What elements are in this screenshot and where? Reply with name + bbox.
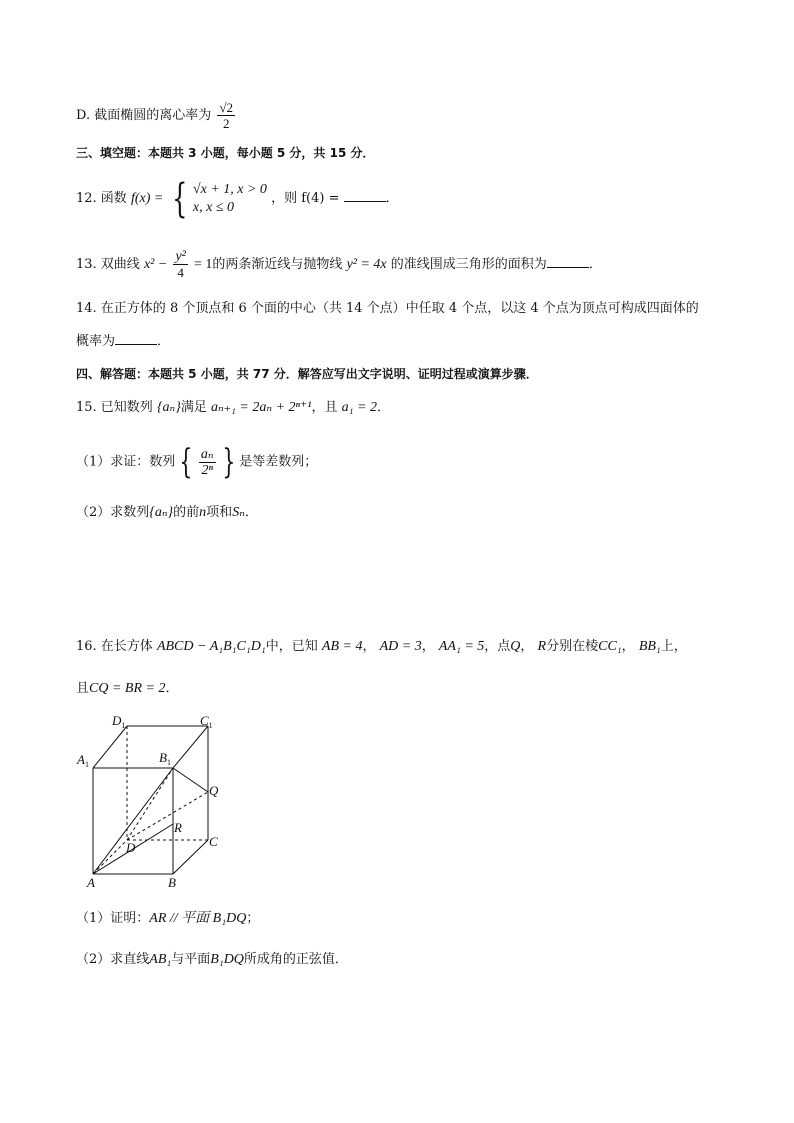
q16-l1c: ，点 (484, 639, 511, 654)
q13-mid: 的两条渐近线与抛物线 (212, 257, 343, 272)
q16-p1-math: AR // 平面 B₁DQ (149, 911, 247, 926)
q13-answer-blank[interactable] (547, 253, 589, 268)
q16-p2-mid: 与平面 (171, 952, 211, 967)
q11-option-d (76, 100, 237, 131)
q16-cuboid-figure (72, 712, 232, 897)
q16-ab: AB = 4 (321, 639, 363, 654)
q16-l1e: 上， (660, 639, 687, 654)
q16-l1a: 16. 在长方体 (76, 639, 153, 654)
q12-brace: { (172, 175, 188, 222)
q15-p2-s: Sₙ (232, 505, 245, 520)
q13-hyp-b: = 1 (194, 257, 213, 272)
q15-p1-num: aₙ (200, 446, 214, 462)
q16-l2a: 且 (76, 681, 90, 696)
q16-line1: 16. 在长方体 ABCD − A₁B₁C₁D₁中，已知 AB = 4， AD = 3， AA₁ = 5，点Q， R分别在棱CC₁， BB₁上， (76, 639, 687, 654)
q16-l1b: 中，已知 (265, 639, 318, 654)
q15-p2-end: ． (244, 505, 258, 520)
q15-initial: a₁ = 2 (341, 400, 377, 415)
q13-tail: 的准线围成三角形的面积为 (390, 257, 547, 272)
q16-line2 (76, 679, 178, 699)
q12-number: 12. 函数 (76, 191, 127, 206)
q16-p2-text: （2）求直线 (76, 952, 150, 967)
q15-end: ． (376, 400, 390, 415)
label-Q: Q (209, 783, 219, 798)
q15-p1-rbrace: } (221, 442, 235, 482)
section-4-heading: 四、解答题：本题共 5 小题，共 77 分．解答应写出文字说明、证明过程或演算步骤． (76, 367, 538, 381)
q15-part2 (76, 503, 258, 523)
q15-recurrence: aₙ₊₁ = 2aₙ + 2ⁿ⁺¹ (210, 400, 312, 415)
q16-ad: AD = 3 (379, 639, 422, 654)
q15-mid2: ，且 (311, 400, 338, 415)
q15-seq: {aₙ} (156, 400, 181, 415)
q15-p2-tail: 项和 (206, 505, 233, 520)
q12-tail: ，则 f(4) = (271, 191, 340, 206)
q16-aa1: AA₁ = 5 (438, 639, 485, 654)
q12-fx: f(x) = (130, 191, 164, 206)
q16-p2-tail: 所成角的正弦值． (243, 952, 348, 967)
q15-number: 15. 已知数列 (76, 400, 153, 415)
q12-case2: x, x ≤ 0 (192, 199, 235, 215)
q13-number: 13. 双曲线 (76, 257, 140, 272)
q16-box: ABCD − A₁B₁C₁D₁ (156, 639, 266, 654)
label-C1: $C_1$ (200, 713, 213, 730)
q12 (76, 174, 399, 224)
q13 (76, 246, 602, 284)
q13-parabola: y² = 4x (346, 257, 387, 272)
q14-end: ． (157, 334, 171, 349)
q13-hyp-num: y² (175, 249, 186, 264)
q14-answer-blank[interactable] (115, 330, 157, 345)
label-D1: $D_1$ (112, 713, 126, 730)
q12-end: ． (385, 191, 399, 206)
q16-part2 (76, 950, 348, 970)
q14-line1: 14. 在正方体的 8 个顶点和 6 个面的中心（共 14 个点）中任取 4 个点，以这 4 个点为顶点可构成四面体的 (76, 301, 699, 316)
label-B: B (168, 875, 176, 890)
q13-hyp-frac (173, 249, 187, 280)
q15-p1-text: （1）求证：数列 (76, 454, 176, 470)
q12-answer-blank[interactable] (344, 187, 386, 202)
section-3-heading: 三、填空题：本题共 3 小题，每小题 5 分，共 15 分． (76, 146, 375, 160)
q12-cases (193, 181, 267, 217)
q15-p1-lbrace: { (179, 442, 193, 482)
q16-l1d: 分别在棱 (546, 639, 599, 654)
q12-case1: √x + 1, x > 0 (192, 181, 267, 197)
q16-bb1: BB₁ (638, 639, 661, 654)
label-C: C (209, 834, 218, 849)
q16-part1 (76, 909, 259, 929)
q16-p2-m2: B₁DQ (210, 952, 244, 967)
q16-r: R (537, 639, 547, 654)
q11d-fraction (217, 100, 235, 131)
q15-p1-tail: 是等差数列； (239, 454, 318, 470)
label-R: R (174, 820, 182, 835)
label-A1: $A_1$ (77, 752, 89, 769)
q13-hyp-den: 4 (177, 265, 184, 280)
q11d-label: D. 截面椭圆的离心率为 (76, 108, 212, 123)
label-A: A (87, 875, 95, 890)
q16-p1-text: （1）证明： (76, 911, 150, 926)
q13-end: ． (588, 257, 602, 272)
q15-p2-n: n (199, 505, 207, 520)
q15-stem (76, 398, 390, 418)
q12-piecewise (167, 175, 267, 222)
q13-hyp-a: x² − (143, 257, 168, 272)
q11d-frac-num: √2 (219, 100, 234, 115)
q15-mid: 满足 (180, 400, 207, 415)
q15-p2-text: （2）求数列 (76, 505, 150, 520)
q14-line2-text: 概率为 (76, 334, 116, 349)
q16-q: Q (510, 639, 521, 654)
q11d-frac-den: 2 (222, 116, 230, 131)
q15-part1 (76, 440, 317, 485)
q16-p1-end: ； (246, 911, 260, 926)
label-D: D (126, 840, 136, 855)
q14-line2 (76, 330, 170, 352)
q15-p1-frac (199, 447, 216, 478)
q16-l2-end: ． (165, 681, 179, 696)
label-B1: $B_1$ (159, 750, 171, 767)
q15-p2-mid: 的前 (173, 505, 200, 520)
q15-p2-seq: {aₙ} (149, 505, 174, 520)
q16-p2-m1: AB₁ (149, 952, 172, 967)
q15-p1-den: 2ⁿ (201, 462, 213, 478)
q16-cc1: CC₁ (598, 639, 622, 654)
q16-cq: CQ = BR = 2 (89, 681, 166, 696)
